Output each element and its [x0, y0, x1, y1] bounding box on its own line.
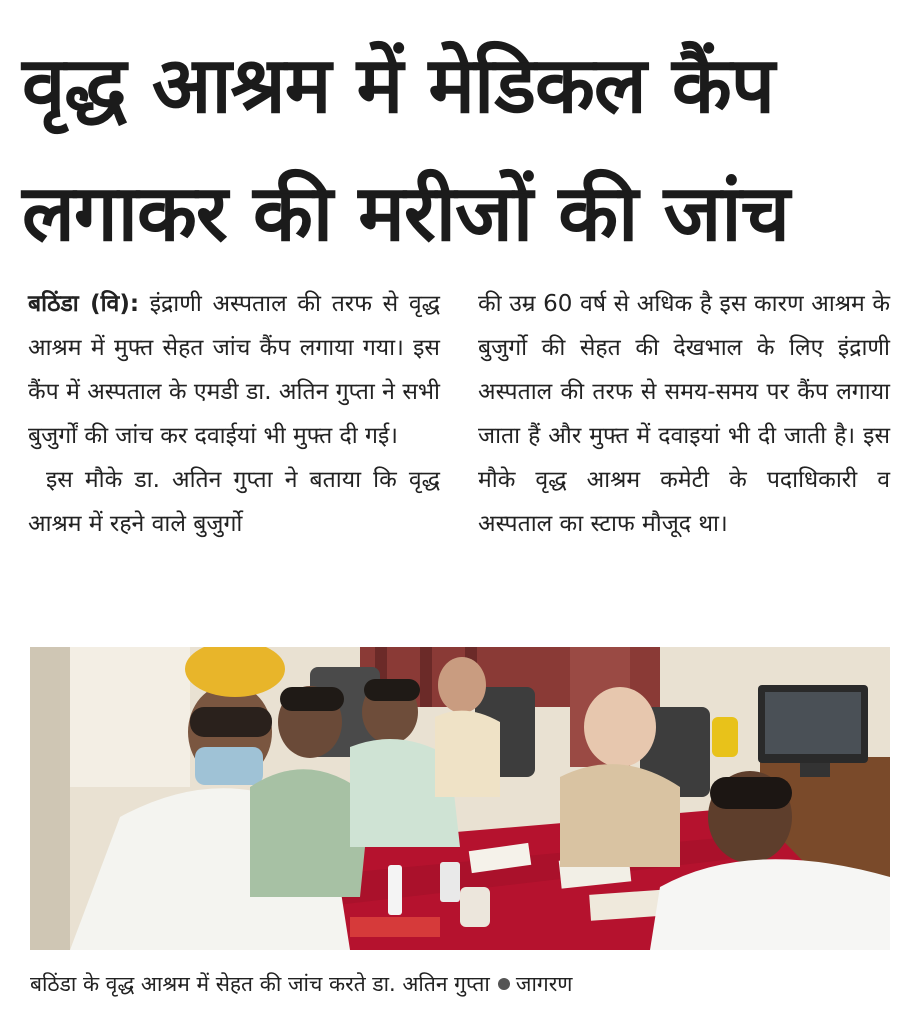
article-paragraph-1: [28, 282, 440, 458]
article-column-left: [28, 282, 440, 632]
article-paragraph-2: इस मौके डा. अतिन गुप्ता ने बताया कि वृद्ध आश्रम में रहने वाले बुजुर्गो: [28, 467, 440, 537]
medical-camp-photo: [30, 647, 890, 950]
photo-caption: [30, 968, 890, 1000]
paragraph-1-text: इंद्राणी अस्पताल की तरफ से वृद्ध आश्रम में मुफ्त सेहत जांच कैंप लगाया गया। इस कैंप में अस्पताल के एमडी डा. अतिन गुप्ता ने सभी बुजुर्गों की जांच कर दवाईयां भी मुफ्त दी गई।: [28, 291, 441, 449]
article-paragraph-3: की उम्र 60 वर्ष से अधिक है इस कारण आश्रम के बुजुर्गो की सेहत की देखभाल के लिए इंद्राणी अस्पताल की तरफ से समय-समय पर कैंप लगाया जाता हैं और मुफ्त में दवाइयां भी दी जाती है। इस मौके वृद्ध आश्रम कमेटी के पदाधिकारी व अस्पताल का स्टाफ मौजूद था।: [478, 291, 890, 537]
caption-text: बठिंडा के वृद्ध आश्रम में सेहत की जांच करते डा. अतिन गुप्ता: [30, 972, 490, 996]
headline-line-2: लगाकर की मरीजों की जांच: [22, 169, 790, 259]
headline: [22, 22, 902, 278]
news-photo: [30, 647, 890, 950]
elderly-man: [560, 764, 680, 867]
bullet-dot-icon: [498, 978, 510, 990]
article-body: [28, 282, 890, 632]
caption-credit: जागरण: [515, 972, 573, 996]
headline-line-1: वृद्ध आश्रम में मेडिकल कैंप: [22, 41, 775, 131]
dateline: बठिंडा (वि):: [28, 291, 140, 317]
article-column-right: [478, 282, 890, 632]
